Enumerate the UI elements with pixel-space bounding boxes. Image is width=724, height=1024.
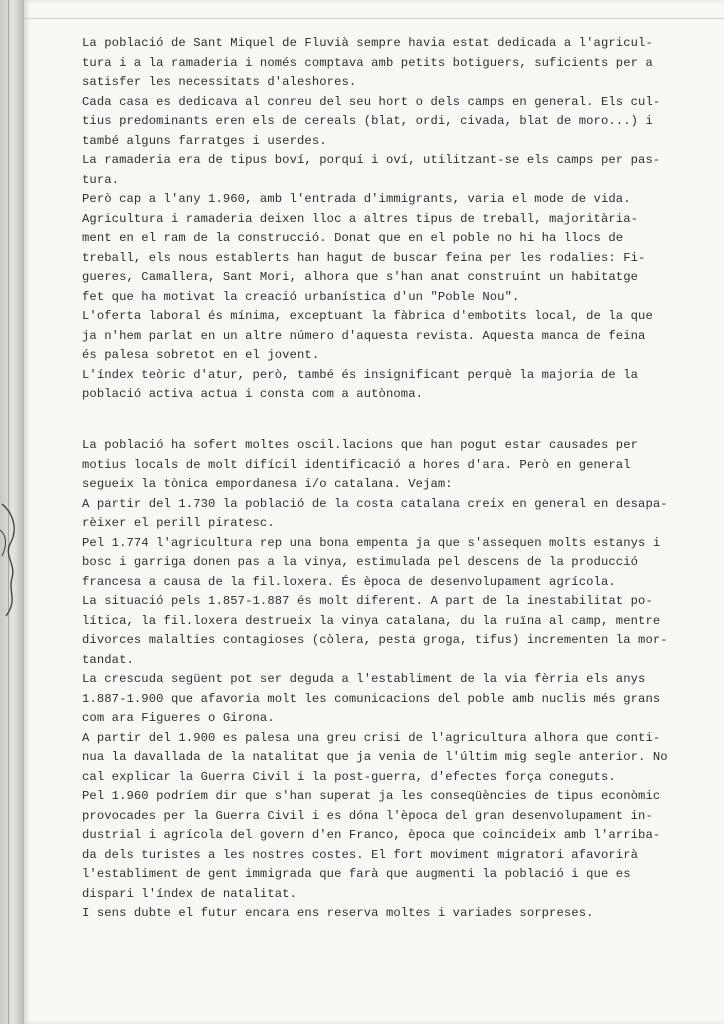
text-line: La població ha sofert moltes oscil.lacions que han pogut estar causades per	[82, 438, 639, 452]
page-rule	[24, 18, 724, 19]
text-line: cal explicar la Guerra Civil i la post-guerra, d'efectes força coneguts.	[82, 769, 616, 784]
text-line: població activa actua i consta com a autònoma.	[82, 387, 424, 401]
text-line: da dels turistes a les nostres costes. El fort moviment migratori afavorirà	[82, 847, 639, 862]
text-line: ja n'hem parlat en un altre número d'aquesta revista. Aquesta manca de feina	[82, 328, 646, 343]
text-line: tura i a la ramaderia i només comptava amb petits botiguers, suficients per a	[82, 55, 653, 70]
text-line: Agricultura i ramaderia deixen lloc a altres tipus de treball, majoritària-	[82, 211, 639, 226]
text-line: tandat.	[82, 652, 134, 667]
text-line: lítica, la fil.loxera destrueix la vinya catalana, du la ruïna al camp, mentre	[82, 613, 661, 628]
text-line: és palesa sobretot en el jovent.	[82, 348, 320, 362]
text-line: nua la davallada de la natalitat que ja venia de l'últim mig segle anterior. No	[82, 750, 668, 764]
text-line: francesa a causa de la fil.loxera. És època de desenvolupament agrícola.	[82, 574, 616, 589]
text-line: fet que ha motivat la creació urbanística d'un "Poble Nou".	[82, 289, 520, 304]
text-line: treball, els nous establerts han hagut de buscar feina per les rodalies: Fi-	[82, 250, 646, 265]
text-line: rèixer el perill piratesc.	[82, 516, 275, 530]
text-line: Però cap a l'any 1.960, amb l'entrada d'immigrants, varia el mode de vida.	[82, 192, 631, 206]
text-line: La població de Sant Miquel de Fluvià sempre havia estat dedicada a l'agricul-	[82, 36, 653, 50]
text-line: Cada casa es dedicava al conreu del seu hort o dels camps en general. Els cul-	[82, 94, 661, 109]
text-line: tius predominants eren els de cereals (blat, ordi, civada, blat de moro...) i	[82, 114, 653, 128]
text-line: l'establiment de gent immigrada que farà que augmenti la població i que es	[82, 867, 631, 881]
text-line: A partir del 1.730 la població de la costa catalana creix en general en desapa-	[82, 496, 668, 511]
margin-scribble	[0, 500, 22, 620]
text-line: 1.887-1.900 que afavoria molt les comunicacions del poble amb nuclis més grans	[82, 691, 661, 706]
text-line: A partir del 1.900 es palesa una greu crisi de l'agricultura alhora que conti-	[82, 730, 661, 745]
text-line: satisfer les necessitats d'aleshores.	[82, 75, 357, 89]
document-page	[24, 0, 724, 1024]
text-line: I sens dubte el futur encara ens reserva moltes i variades sorpreses.	[82, 906, 594, 920]
text-line: dispari l'índex de natalitat.	[82, 886, 297, 901]
text-line: L'oferta laboral és mínima, exceptuant la fàbrica d'embotits local, de la que	[82, 309, 653, 323]
text-line: gueres, Camallera, Sant Mori, alhora que s'han anat construint un habitatge	[82, 270, 639, 284]
paragraph-agriculture	[82, 34, 682, 405]
text-line: La ramaderia era de tipus boví, porquí i oví, utilitzant-se els camps per pas-	[82, 153, 661, 167]
text-line: tura.	[82, 172, 120, 187]
text-line: dustrial i agrícola del govern d'en Franco, època que coincideix amb l'arriba-	[82, 828, 661, 842]
text-line: motius locals de molt difícil identificació a hores d'ara. Però en general	[82, 457, 631, 472]
text-line: Pel 1.774 l'agricultura rep una bona empenta ja que s'assequen molts estanys i	[82, 535, 661, 550]
paragraph-population	[82, 436, 682, 924]
text-line: bosc i garriga donen pas a la vinya, estimulada pel descens de la producció	[82, 555, 639, 569]
text-line: L'índex teòric d'atur, però, també és insignificant perquè la majoria de la	[82, 367, 639, 382]
text-line: també alguns farratges i userdes.	[82, 133, 327, 148]
text-line: segueix la tònica empordanesa i/o catalana. Vejam:	[82, 477, 453, 491]
text-line: Pel 1.960 podríem dir que s'han superat ja les conseqüències de tipus econòmic	[82, 789, 661, 803]
text-line: divorces malalties contagioses (còlera, pesta groga, tifus) incrementen la mor-	[82, 633, 668, 647]
binding-edge	[0, 0, 24, 1024]
text-line: La situació pels 1.857-1.887 és molt diferent. A part de la inestabilitat po-	[82, 594, 653, 608]
text-line: com ara Figueres o Girona.	[82, 711, 275, 725]
text-line: ment en el ram de la construcció. Donat que en el poble no hi ha llocs de	[82, 231, 624, 245]
text-line: La crescuda següent pot ser deguda a l'establiment de la via fèrria els anys	[82, 672, 646, 686]
text-line: provocades per la Guerra Civil i es dóna l'època del gran desenvolupament in-	[82, 808, 653, 823]
